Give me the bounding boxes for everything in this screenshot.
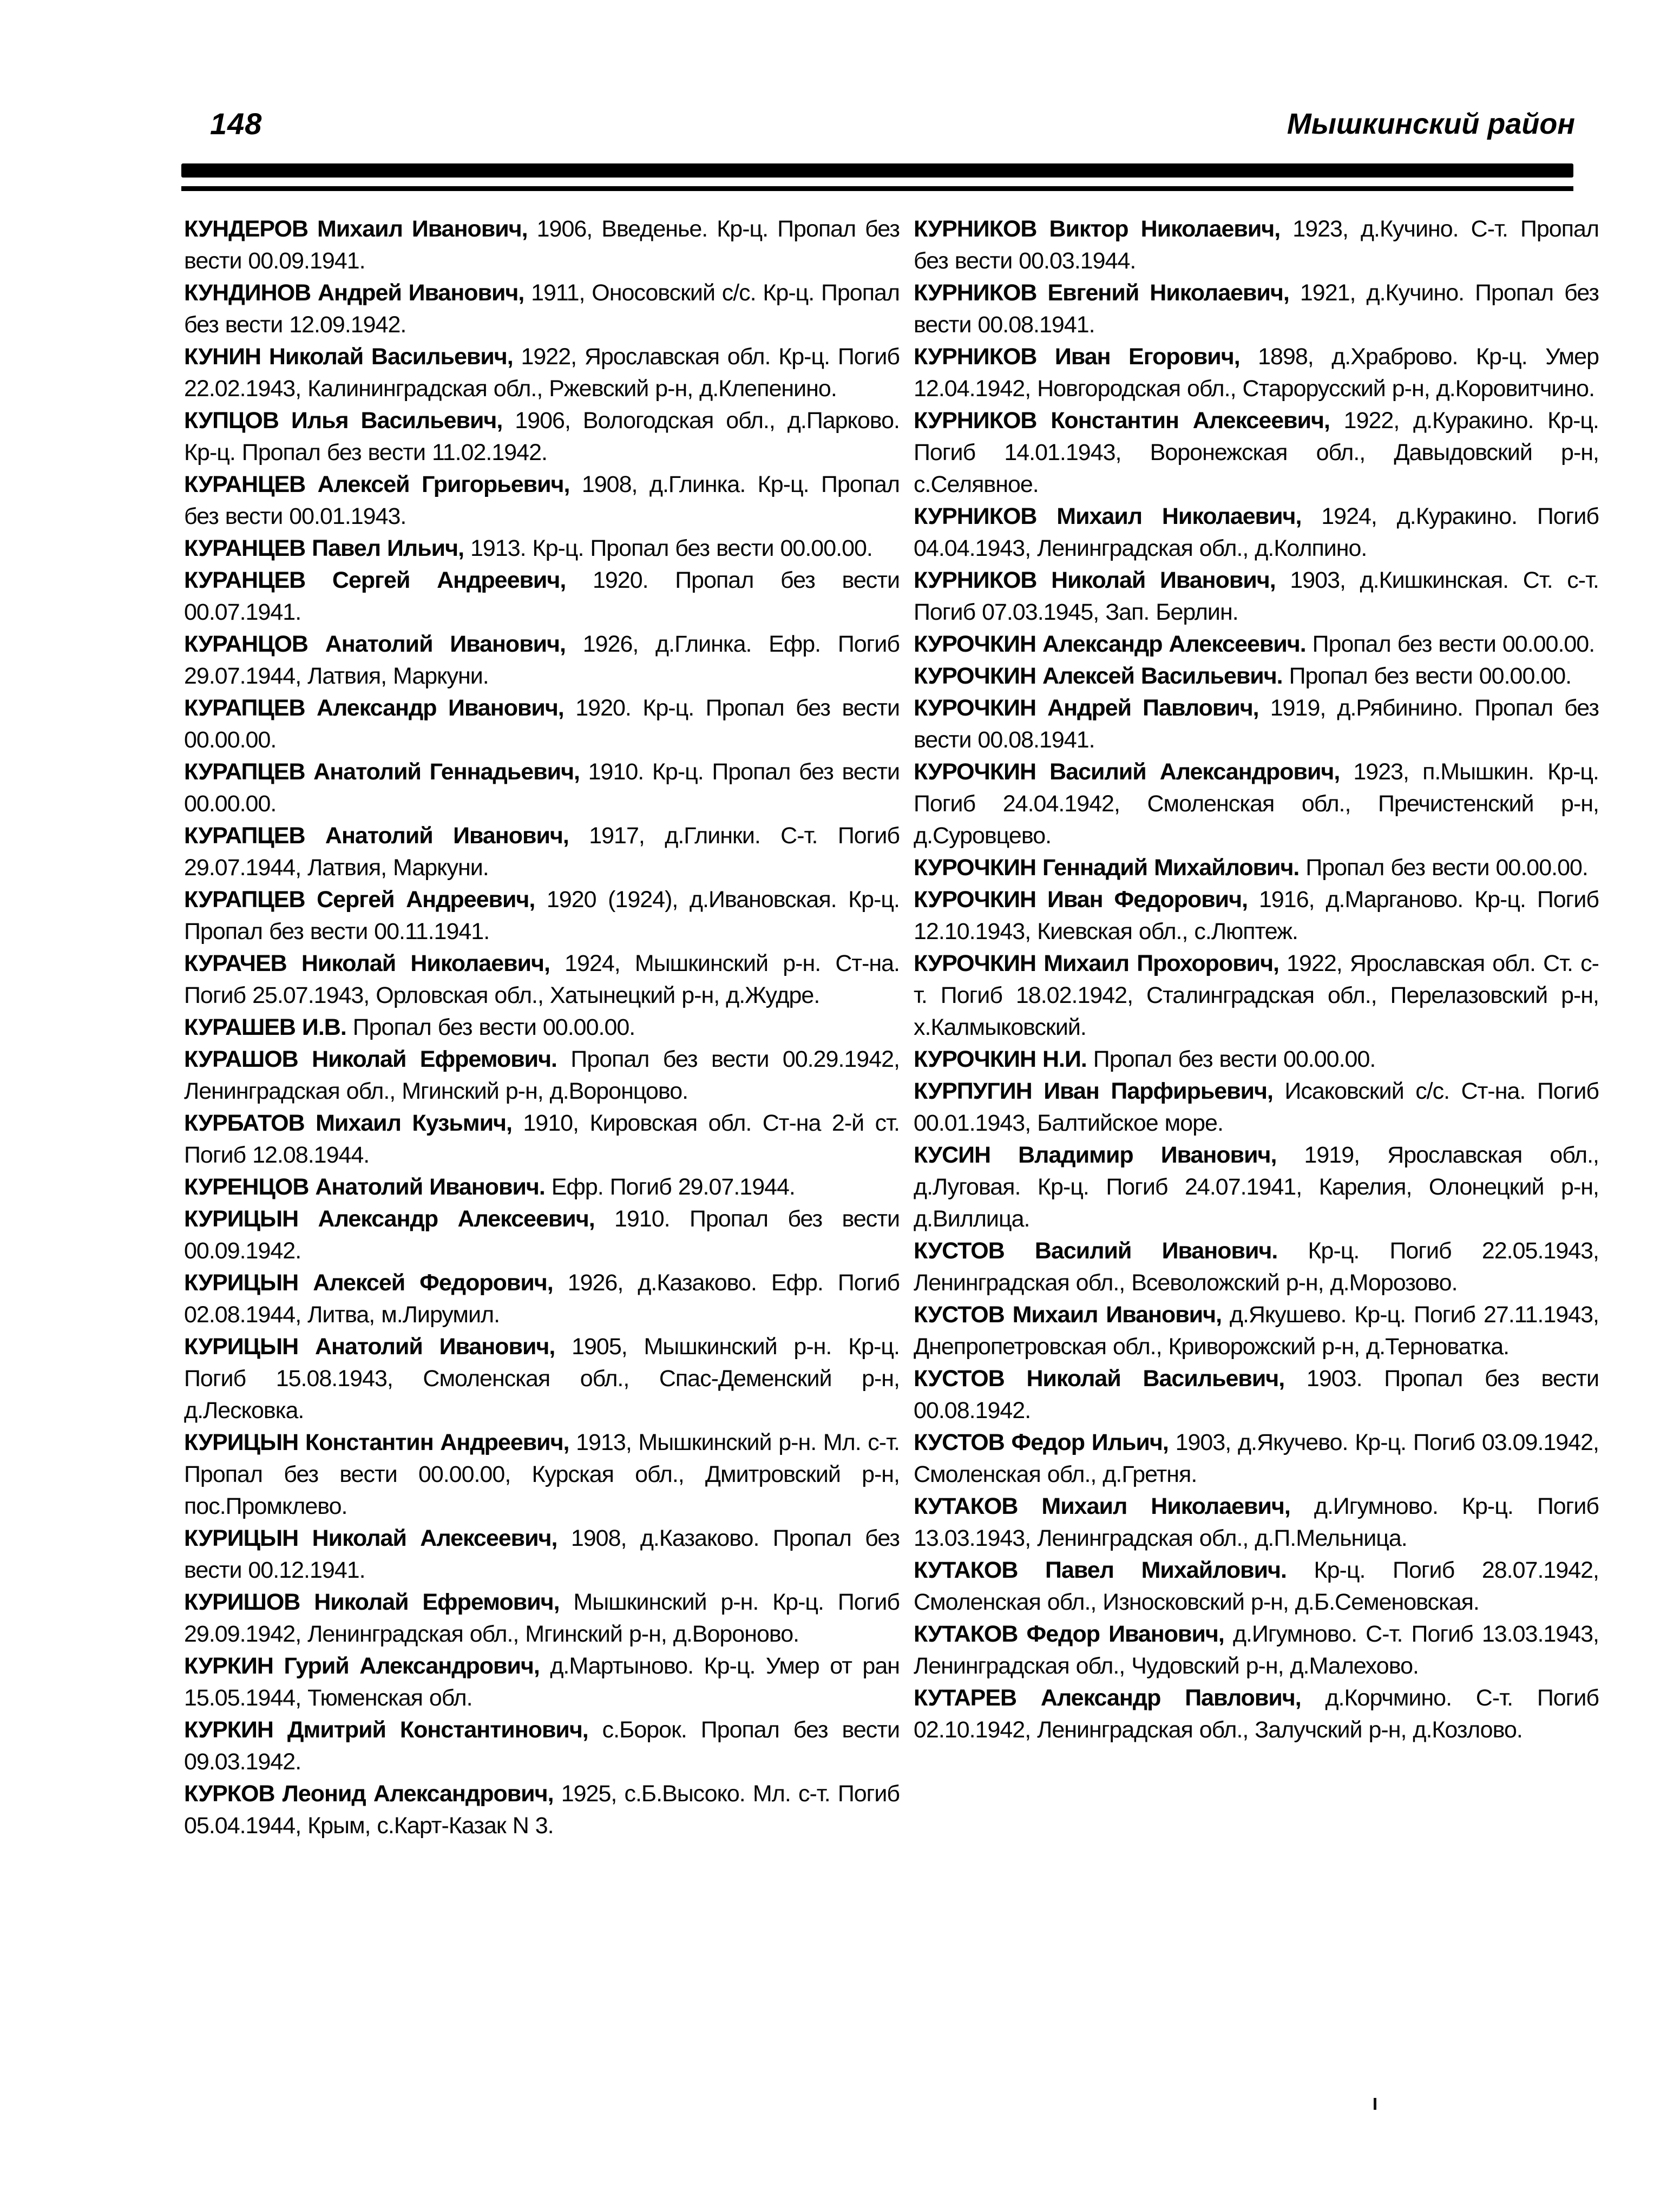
memorial-entry	[184, 405, 900, 469]
entry-details: 1921, д.Кучино. Пропал без вести 00.08.1941.	[914, 280, 1599, 338]
entry-details: 1923, д.Кучино. С-т. Пропал без вести 00.03.1944.	[914, 216, 1599, 274]
entry-details: 1903. Пропал без вести 00.08.1942.	[914, 1366, 1599, 1424]
page-number: 148	[210, 107, 262, 141]
memorial-entry	[914, 1139, 1599, 1235]
entry-details: 1920. Кр-ц. Пропал без вести 00.00.00.	[184, 695, 900, 753]
memorial-entry	[914, 660, 1599, 692]
memorial-entry	[914, 501, 1599, 565]
entry-details: 1913. Кр-ц. Пропал без вести 00.00.00.	[464, 535, 872, 561]
memorial-entry	[184, 1331, 900, 1427]
entry-person-name: КУРИЦЫН Константин Андреевич,	[184, 1429, 569, 1455]
entry-person-name: КУРИШОВ Николай Ефремович,	[184, 1589, 560, 1615]
memorial-entry	[914, 565, 1599, 628]
entry-details: Пропал без вести 00.29.1942, Ленинградская обл., Мгинский р-н, д.Воронцово.	[184, 1046, 900, 1104]
entry-details: 1910. Кр-ц. Пропал без вести 00.00.00.	[184, 759, 900, 817]
memorial-entry	[184, 756, 900, 820]
memorial-entry	[184, 1586, 900, 1650]
entry-details: 1925, с.Б.Высоко. Мл. с-т. Погиб 05.04.1944, Крым, с.Карт-Казак N 3.	[184, 1781, 900, 1839]
entry-person-name: КУСТОВ Михаил Иванович,	[914, 1302, 1222, 1328]
entry-person-name: КУТАКОВ Федор Иванович,	[914, 1621, 1224, 1647]
entry-details: 1920 (1924), д.Ивановская. Кр-ц. Пропал без вести 00.11.1941.	[184, 887, 900, 944]
memorial-entry	[914, 948, 1599, 1044]
entry-details: д.Мартыново. Кр-ц. Умер от ран 15.05.1944, Тюменская обл.	[184, 1653, 900, 1711]
entry-details: 1919, Ярославская обл., д.Луговая. Кр-ц. Погиб 24.07.1941, Карелия, Олонецкий р-н, д.Виллица.	[914, 1142, 1599, 1232]
entry-details: 1910. Пропал без вести 00.09.1942.	[184, 1206, 900, 1264]
entry-person-name: КУРАЧЕВ Николай Николаевич,	[184, 950, 550, 976]
memorial-entry	[914, 1363, 1599, 1427]
entry-person-name: КУРНИКОВ Михаил Николаевич,	[914, 503, 1302, 529]
memorial-entry	[184, 469, 900, 533]
memorial-entry	[184, 1523, 900, 1586]
memorial-entry	[914, 1618, 1599, 1682]
entry-details: 1905, Мышкинский р-н. Кр-ц. Погиб 15.08.1943, Смоленская обл., Спас-Деменский р-н, д.Лесковка.	[184, 1334, 900, 1424]
entry-person-name: КУРОЧКИН Андрей Павлович,	[914, 695, 1259, 721]
entry-person-name: КУРОЧКИН Иван Федорович,	[914, 887, 1248, 913]
entry-person-name: КУРБАТОВ Михаил Кузьмич,	[184, 1110, 512, 1136]
entry-details: 1916, д.Марганово. Кр-ц. Погиб 12.10.1943, Киевская обл., с.Люптеж.	[914, 887, 1599, 944]
entry-person-name: КУСТОВ Василий Иванович.	[914, 1238, 1278, 1264]
entry-person-name: КУРНИКОВ Константин Алексеевич,	[914, 408, 1330, 434]
memorial-entry	[184, 213, 900, 277]
entry-details: 1924, д.Куракино. Погиб 04.04.1943, Ленинградская обл., д.Колпино.	[914, 503, 1599, 561]
entry-details: 1923, п.Мышкин. Кр-ц. Погиб 24.04.1942, Смоленская обл., Пречистенский р-н, д.Суровцево.	[914, 759, 1599, 849]
entry-details: 1922, Ярославская обл. Ст. с-т. Погиб 18.02.1942, Сталинградская обл., Перелазовский р-н, х.Калмыковский.	[914, 950, 1599, 1040]
entry-person-name: КУСИН Владимир Иванович,	[914, 1142, 1277, 1168]
entry-person-name: КУРИЦЫН Алексей Федорович,	[184, 1270, 553, 1296]
memorial-entry	[914, 1299, 1599, 1363]
entry-person-name: КУРОЧКИН Н.И.	[914, 1046, 1087, 1072]
entry-details: Пропал без вести 00.00.00.	[1305, 631, 1595, 657]
entry-person-name: КУРАШЕВ И.В.	[184, 1014, 346, 1040]
memorial-entry	[184, 628, 900, 692]
entry-person-name: КУРКИН Дмитрий Константинович,	[184, 1717, 588, 1743]
entry-person-name: КУРНИКОВ Виктор Николаевич,	[914, 216, 1281, 242]
entry-person-name: КУРАНЦЕВ Сергей Андреевич,	[184, 567, 566, 593]
entry-details: 1913, Мышкинский р-н. Мл. с-т. Пропал без вести 00.00.00, Курская обл., Дмитровский р-н, пос.Промклево.	[184, 1429, 900, 1519]
memorial-entry	[184, 884, 900, 948]
entry-details: Пропал без вести 00.00.00.	[1299, 855, 1588, 881]
entry-person-name: КУРПУГИН Иван Парфирьевич,	[914, 1078, 1273, 1104]
entry-person-name: КУРАПЦЕВ Александр Иванович,	[184, 695, 564, 721]
memorial-entry	[184, 1171, 900, 1203]
memorial-entry	[184, 277, 900, 341]
entry-details: 1924, Мышкинский р-н. Ст-на. Погиб 25.07.1943, Орловская обл., Хатынецкий р-н, д.Жудре.	[184, 950, 900, 1008]
column-right	[914, 213, 1599, 1746]
entry-details: д.Игумново. Кр-ц. Погиб 13.03.1943, Ленинградская обл., д.П.Мельница.	[914, 1493, 1599, 1551]
entry-person-name: КУРОЧКИН Василий Александрович,	[914, 759, 1340, 785]
header-rule-thin	[181, 186, 1573, 191]
entry-person-name: КУСТОВ Николай Васильевич,	[914, 1366, 1285, 1392]
entry-details: Кр-ц. Погиб 22.05.1943, Ленинградская обл., Всеволожский р-н, д.Морозово.	[914, 1238, 1599, 1296]
memorial-entry	[914, 1044, 1599, 1075]
memorial-entry	[914, 852, 1599, 884]
memorial-entry	[184, 1012, 900, 1044]
entry-details: 1922, д.Куракино. Кр-ц. Погиб 14.01.1943, Воронежская обл., Давыдовский р-н, с.Селявное.	[914, 408, 1599, 497]
entry-person-name: КУРАНЦЕВ Павел Ильич,	[184, 535, 464, 561]
entry-person-name: КУРОЧКИН Геннадий Михайлович.	[914, 855, 1300, 881]
entry-person-name: КУТАКОВ Михаил Николаевич,	[914, 1493, 1290, 1519]
memorial-entry	[914, 1491, 1599, 1554]
entry-person-name: КУРКОВ Леонид Александрович,	[184, 1781, 554, 1807]
memorial-entry	[184, 533, 900, 565]
memorial-entry	[914, 405, 1599, 501]
entry-details: 1903, д.Якучево. Кр-ц. Погиб 03.09.1942, Смоленская обл., д.Гретня.	[914, 1429, 1599, 1487]
entry-details: 1922, Ярославская обл. Кр-ц. Погиб 22.02.1943, Калининградская обл., Ржевский р-н, д.Клепенино.	[184, 344, 900, 402]
entry-person-name: КУРАШОВ Николай Ефремович.	[184, 1046, 557, 1072]
entry-details: Пропал без вести 00.00.00.	[346, 1014, 635, 1040]
entry-details: Кр-ц. Погиб 28.07.1942, Смоленская обл., Износковский р-н, д.Б.Семеновская.	[914, 1557, 1599, 1615]
entry-details: Пропал без вести 00.00.00.	[1282, 663, 1572, 689]
entry-details: Исаковский с/с. Ст-на. Погиб 00.01.1943, Балтийское море.	[914, 1078, 1599, 1136]
district-title: Мышкинский район	[1287, 108, 1575, 140]
memorial-entry	[914, 756, 1599, 852]
column-left	[184, 213, 900, 1842]
memorial-entry	[914, 1235, 1599, 1299]
entry-person-name: КУРАНЦОВ Анатолий Иванович,	[184, 631, 566, 657]
entry-person-name: КУПЦОВ Илья Васильевич,	[184, 408, 503, 434]
memorial-entry	[184, 1044, 900, 1107]
memorial-entry	[914, 341, 1599, 405]
entry-details: 1906, Введенье. Кр-ц. Пропал без вести 00.09.1941.	[184, 216, 900, 274]
entry-details: 1906, Вологодская обл., д.Парково. Кр-ц. Пропал без вести 11.02.1942.	[184, 408, 900, 465]
entry-details: 1910, Кировская обл. Ст-на 2-й ст. Погиб 12.08.1944.	[184, 1110, 900, 1168]
memorial-entry	[184, 1650, 900, 1714]
entry-person-name: КУРЕНЦОВ Анатолий Иванович.	[184, 1174, 545, 1200]
memorial-entry	[184, 1778, 900, 1842]
entry-person-name: КУРНИКОВ Николай Иванович,	[914, 567, 1276, 593]
header-rule-thick	[181, 163, 1573, 178]
memorial-entry	[184, 692, 900, 756]
entry-details: с.Борок. Пропал без вести 09.03.1942.	[184, 1717, 900, 1775]
entry-person-name: КУТАКОВ Павел Михайлович.	[914, 1557, 1287, 1583]
memorial-entry	[914, 1682, 1599, 1746]
entry-person-name: КУРОЧКИН Алексей Васильевич.	[914, 663, 1283, 689]
memorial-entry	[184, 1427, 900, 1523]
scan-artifact-mark	[1374, 2098, 1376, 2110]
entry-details: Мышкинский р-н. Кр-ц. Погиб 29.09.1942, Ленинградская обл., Мгинский р-н, д.Вороново.	[184, 1589, 900, 1647]
entry-person-name: КУНДИНОВ Андрей Иванович,	[184, 280, 524, 306]
entry-person-name: КУРАНЦЕВ Алексей Григорьевич,	[184, 471, 570, 497]
entry-details: Ефр. Погиб 29.07.1944.	[544, 1174, 795, 1200]
entry-person-name: КУРАПЦЕВ Анатолий Иванович,	[184, 823, 569, 849]
entry-person-name: КУРИЦЫН Александр Алексеевич,	[184, 1206, 595, 1232]
memorial-entry	[184, 1267, 900, 1331]
entry-details: 1908, д.Казаково. Пропал без вести 00.12.1941.	[184, 1525, 900, 1583]
entry-person-name: КУРКИН Гурий Александрович,	[184, 1653, 540, 1679]
entry-details: 1926, д.Казаково. Ефр. Погиб 02.08.1944, Литва, м.Лирумил.	[184, 1270, 900, 1328]
entry-person-name: КУРНИКОВ Иван Егорович,	[914, 344, 1240, 370]
memorial-entry	[184, 820, 900, 884]
memorial-entry	[914, 1075, 1599, 1139]
memorial-entry	[184, 1203, 900, 1267]
memorial-entry	[184, 948, 900, 1012]
memorial-entry	[184, 565, 900, 628]
entry-details: 1919, д.Рябинино. Пропал без вести 00.08.1941.	[914, 695, 1599, 753]
memorial-entry	[914, 277, 1599, 341]
page-header	[184, 106, 1575, 155]
memorial-entry	[184, 1107, 900, 1171]
memorial-entry	[914, 628, 1599, 660]
entry-details: 1920. Пропал без вести 00.07.1941.	[184, 567, 900, 625]
entry-person-name: КУРАПЦЕВ Анатолий Геннадьевич,	[184, 759, 580, 785]
entry-details: 1898, д.Храброво. Кр-ц. Умер 12.04.1942, Новгородская обл., Старорусский р-н, д.Коровитчино.	[914, 344, 1599, 402]
entry-details: д.Корчмино. С-т. Погиб 02.10.1942, Ленинградская обл., Залучский р-н, д.Козлово.	[914, 1685, 1599, 1743]
entry-person-name: КУРИЦЫН Анатолий Иванович,	[184, 1334, 555, 1360]
memorial-entry	[184, 1714, 900, 1778]
entry-details: д.Игумново. С-т. Погиб 13.03.1943, Ленинградская обл., Чудовский р-н, д.Малехово.	[914, 1621, 1599, 1679]
entry-person-name: КУТАРЕВ Александр Павлович,	[914, 1685, 1301, 1711]
entry-person-name: КУРОЧКИН Александр Алексеевич.	[914, 631, 1306, 657]
entry-details: 1926, д.Глинка. Ефр. Погиб 29.07.1944, Латвия, Маркуни.	[184, 631, 900, 689]
entry-person-name: КУРИЦЫН Николай Алексеевич,	[184, 1525, 557, 1551]
memorial-entry	[914, 1554, 1599, 1618]
memorial-entry	[914, 213, 1599, 277]
memorial-entry	[184, 341, 900, 405]
entry-person-name: КУРАПЦЕВ Сергей Андреевич,	[184, 887, 535, 913]
entry-details: 1903, д.Кишкинская. Ст. с-т. Погиб 07.03.1945, Зап. Берлин.	[914, 567, 1599, 625]
entry-details: 1917, д.Глинки. С-т. Погиб 29.07.1944, Латвия, Маркуни.	[184, 823, 900, 881]
entry-person-name: КУРНИКОВ Евгений Николаевич,	[914, 280, 1289, 306]
entry-details: 1908, д.Глинка. Кр-ц. Пропал без вести 00.01.1943.	[184, 471, 900, 529]
entry-details: Пропал без вести 00.00.00.	[1086, 1046, 1376, 1072]
entry-person-name: КУСТОВ Федор Ильич,	[914, 1429, 1169, 1455]
memorial-entry	[914, 1427, 1599, 1491]
entry-details: д.Якушево. Кр-ц. Погиб 27.11.1943, Днепропетровская обл., Криворожский р-н, д.Терноватка.	[914, 1302, 1599, 1360]
entry-details: 1911, Оносовский с/с. Кр-ц. Пропал без вести 12.09.1942.	[184, 280, 900, 338]
entry-person-name: КУНДЕРОВ Михаил Иванович,	[184, 216, 528, 242]
entry-person-name: КУНИН Николай Васильевич,	[184, 344, 513, 370]
entry-person-name: КУРОЧКИН Михаил Прохорович,	[914, 950, 1279, 976]
memorial-entry	[914, 692, 1599, 756]
memorial-entry	[914, 884, 1599, 948]
